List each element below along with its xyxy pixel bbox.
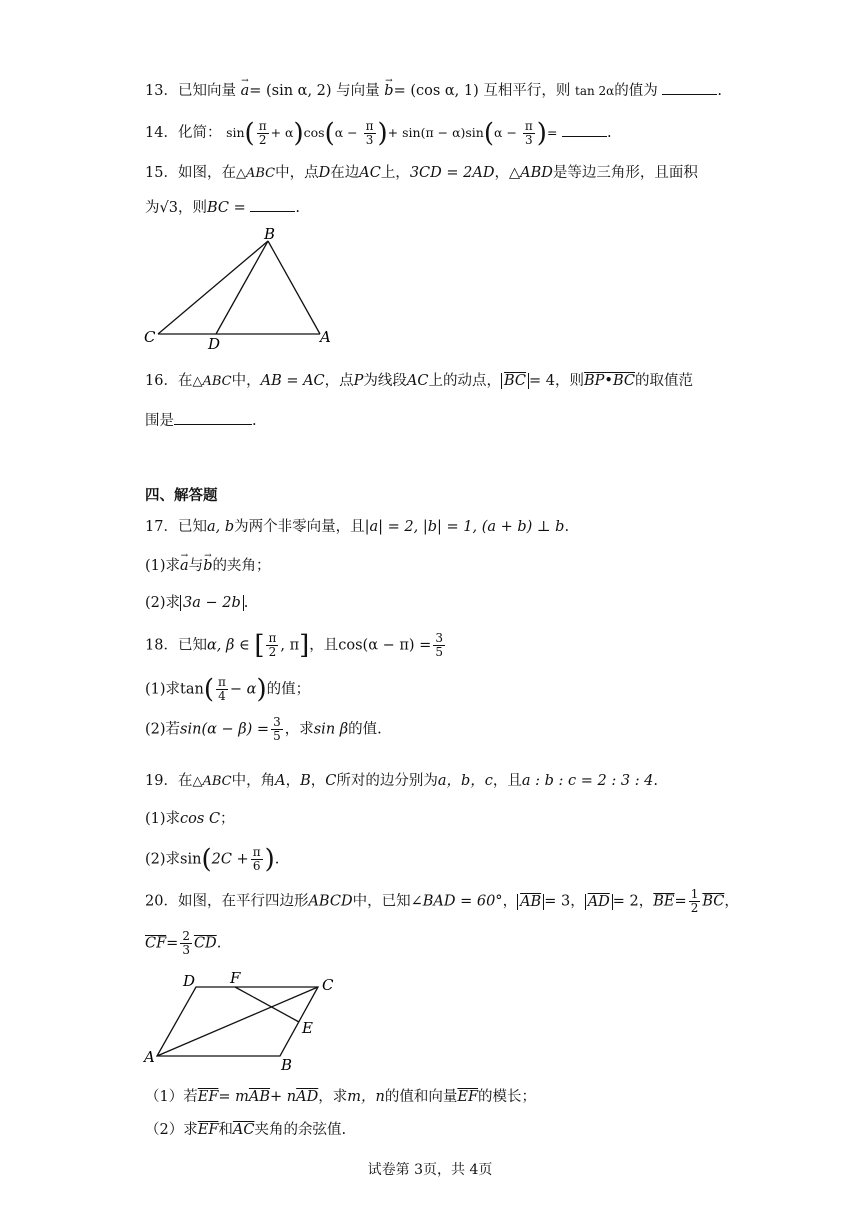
- section-title: 四、解答题: [145, 488, 218, 504]
- question-20-line2: $\overline{CF}=$ $\frac{2}{3}$ $\overline{CD}$.: [145, 929, 222, 957]
- diagonal-AC: [157, 987, 318, 1056]
- question-15-line1: 15．如图，在△ABC中，点D在边AC上，3CD = 2AD，△ABD是等边三角形，且面积: [145, 165, 698, 181]
- question-19: 19．在△ABC中，角A，B，C所对的边分别为a，b，c，且a : b : c = 2 : 3 : 4.: [145, 773, 659, 789]
- question-16-line2: 围是 .: [145, 410, 257, 432]
- question-19-part2: (2)求sin(2C + $\frac{\pi}{6}$ ).: [145, 844, 280, 875]
- question-13: 13．已知向量 → a= (sin α, 2) 与向量 → b= (cos α, 1) 互相平行，则 tan 2α的值为 .: [145, 80, 722, 102]
- q14-expression: sin( $\frac{\pi}{2}$ + α)cos(α − $\frac{\pi}{3}$ )+ sin(π − α)sin(α − $\frac{\pi}{3}$ )=: [226, 118, 558, 149]
- question-18-part2: (2)若sin(α − β) = $\frac{3}{5}$ ，求sin β的值.: [145, 715, 382, 743]
- label-A: A: [320, 328, 331, 346]
- side-BA: [268, 241, 320, 334]
- answer-blank: [562, 122, 607, 137]
- label-D: D: [208, 335, 221, 353]
- question-18: 18．已知α, β ∈ [ $\frac{\pi}{2}$ , π]，且cos(α − π) = $\frac{3}{5}$: [145, 630, 443, 661]
- segment-FE: [235, 987, 299, 1022]
- answer-blank: [662, 80, 717, 95]
- side-CB: [158, 241, 268, 334]
- question-20-line1: 20．如图，在平行四边形ABCD中，已知∠BAD = 60°， $\overline{AB} = 3$， $\overline{AD} = 2$，$\overline{BE}=$ $\frac{1}{2}$ $\overline{BC}$，: [145, 887, 739, 915]
- question-19-part1: (1)求cos C；: [145, 811, 235, 827]
- question-14: 14．化简： sin( $\frac{\pi}{2}$ + α)cos(α − $\frac{\pi}{3}$ )+ sin(π − α)sin(α − $\frac{\pi}{3}$ )= .: [145, 118, 612, 149]
- label-C: C: [322, 976, 334, 994]
- question-20-part1: （1）若$\overline{EF}= m\overline{AB}+ n\overline{AD}$，求m，n的值和向量$\overline{EF}$的模长；: [145, 1089, 537, 1105]
- question-17-part1: (1)求→ a与→ b的夹角；: [145, 555, 271, 577]
- label-E: E: [302, 1019, 313, 1037]
- answer-blank: [250, 197, 295, 212]
- label-C: C: [144, 328, 156, 346]
- question-20-part2: （2）求$\overline{EF}$和$\overline{AC}$夹角的余弦值.: [145, 1122, 347, 1138]
- label-D: D: [183, 972, 196, 990]
- answer-blank: [174, 410, 252, 425]
- parallelogram-figure: [140, 970, 350, 1072]
- question-17-part2: (2)求 3a − 2b .: [145, 595, 249, 611]
- segment-BD: [216, 241, 268, 334]
- question-15-line2: 为√3，则BC = .: [145, 197, 300, 219]
- label-B: B: [264, 225, 276, 243]
- label-F: F: [230, 970, 241, 987]
- label-B: B: [281, 1056, 293, 1072]
- label-A: A: [144, 1048, 155, 1066]
- triangle-figure: [140, 225, 340, 355]
- page-footer: 试卷第 3页，共 4页: [367, 1162, 493, 1178]
- question-18-part1: (1)求tan( $\frac{\pi}{4}$ − α)的值；: [145, 674, 311, 705]
- question-16-line1: 16．在△ABC中，AB = AC，点P为线段AC上的动点， $\overline{BC} = 4$，则BP•BC的取值范: [145, 373, 693, 389]
- question-17: 17．已知a, b为两个非零向量，且|a| = 2, |b| = 1, (a + b) ⊥ b.: [145, 519, 570, 535]
